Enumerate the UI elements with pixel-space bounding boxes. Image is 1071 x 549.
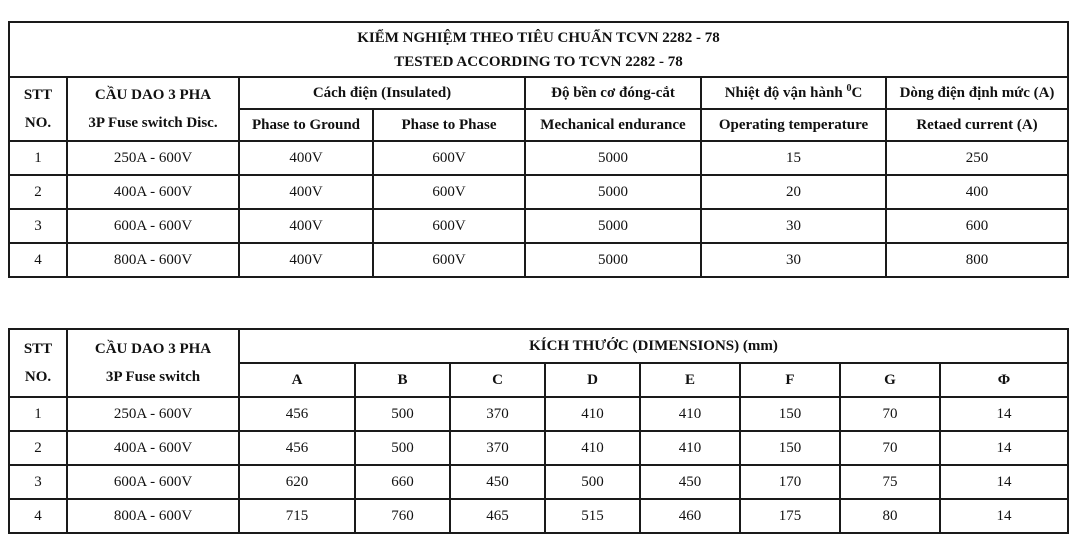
temperature-label: Nhiệt độ vận hành — [724, 84, 847, 101]
temperature-header-en: Operating temperature — [701, 109, 886, 141]
row-no: 1 — [9, 397, 67, 431]
stt-label-vi: STT — [23, 341, 53, 357]
stt-label-vi: STT — [23, 87, 53, 103]
dim-value: 150 — [740, 431, 840, 465]
dim-value: 620 — [239, 465, 355, 499]
row-phase-ground: 400V — [239, 141, 373, 175]
dim-value: 175 — [740, 499, 840, 533]
row-model: 800A - 600V — [67, 499, 239, 533]
row-model: 600A - 600V — [67, 209, 239, 243]
dim-col-header: A — [239, 363, 355, 397]
temperature-header-vi — [701, 77, 886, 109]
row-no: 2 — [9, 431, 67, 465]
row-phase-ground: 400V — [239, 175, 373, 209]
table-row — [9, 465, 1068, 499]
dim-value: 14 — [940, 431, 1068, 465]
row-temperature: 30 — [701, 209, 886, 243]
test-standard-table — [8, 21, 1069, 278]
row-model: 250A - 600V — [67, 397, 239, 431]
mechanical-header-en: Mechanical endurance — [525, 109, 701, 141]
dim-value: 75 — [840, 465, 940, 499]
stt-label-en: NO. — [24, 115, 52, 131]
row-phase-phase: 600V — [373, 141, 525, 175]
row-model: 800A - 600V — [67, 243, 239, 277]
row-mechanical: 5000 — [525, 141, 701, 175]
dim-value: 456 — [239, 431, 355, 465]
dim-value: 370 — [450, 397, 545, 431]
row-phase-ground: 400V — [239, 243, 373, 277]
current-header-en: Retaed current (A) — [886, 109, 1068, 141]
dim-value: 410 — [545, 397, 640, 431]
dim-col-header: Φ — [940, 363, 1068, 397]
dim-value: 515 — [545, 499, 640, 533]
dim-value: 456 — [239, 397, 355, 431]
dim-value: 410 — [545, 431, 640, 465]
row-model: 400A - 600V — [67, 431, 239, 465]
row-no: 2 — [9, 175, 67, 209]
row-no: 1 — [9, 141, 67, 175]
switch-header — [67, 77, 239, 141]
row-phase-phase: 600V — [373, 209, 525, 243]
dim-col-header: F — [740, 363, 840, 397]
dim-value: 760 — [355, 499, 450, 533]
dim-value: 410 — [640, 397, 740, 431]
row-no: 3 — [9, 465, 67, 499]
dim-value: 660 — [355, 465, 450, 499]
temperature-unit: C — [851, 84, 863, 101]
title-vietnamese: KIỂM NGHIỆM THEO TIÊU CHUẨN TCVN 2282 - 78 — [357, 29, 720, 46]
row-temperature: 20 — [701, 175, 886, 209]
dim-value: 170 — [740, 465, 840, 499]
row-phase-ground: 400V — [239, 209, 373, 243]
row-mechanical: 5000 — [525, 175, 701, 209]
dim-value: 500 — [545, 465, 640, 499]
dim-value: 70 — [840, 397, 940, 431]
row-no: 4 — [9, 499, 67, 533]
stt-header — [9, 329, 67, 397]
table-row — [9, 397, 1068, 431]
dimensions-table — [8, 328, 1069, 534]
dim-value: 14 — [940, 499, 1068, 533]
dim-col-header: B — [355, 363, 450, 397]
switch-label-vi: CẦU DAO 3 PHA — [94, 87, 212, 103]
row-model: 400A - 600V — [67, 175, 239, 209]
switch-label-en: 3P Fuse switch Disc. — [88, 115, 218, 131]
row-model: 250A - 600V — [67, 141, 239, 175]
dim-value: 500 — [355, 397, 450, 431]
row-temperature: 15 — [701, 141, 886, 175]
insulated-header: Cách điện (Insulated) — [239, 77, 525, 109]
row-no: 4 — [9, 243, 67, 277]
dimensions-header — [239, 329, 1068, 363]
test-table-title — [9, 22, 1068, 77]
row-current: 800 — [886, 243, 1068, 277]
row-current: 400 — [886, 175, 1068, 209]
dim-value: 500 — [355, 431, 450, 465]
stt-header — [9, 77, 67, 141]
table-row — [9, 141, 1068, 175]
switch-label-en: 3P Fuse switch — [105, 369, 201, 385]
dim-value: 370 — [450, 431, 545, 465]
table-row — [9, 175, 1068, 209]
dim-value: 450 — [450, 465, 545, 499]
degree-sup: 0 — [846, 82, 852, 94]
phase-phase-header: Phase to Phase — [373, 109, 525, 141]
row-mechanical: 5000 — [525, 243, 701, 277]
row-no: 3 — [9, 209, 67, 243]
table-row — [9, 499, 1068, 533]
dim-col-header: E — [640, 363, 740, 397]
dim-value: 465 — [450, 499, 545, 533]
dim-value: 80 — [840, 499, 940, 533]
dim-col-header: D — [545, 363, 640, 397]
dim-value: 410 — [640, 431, 740, 465]
switch-label-vi: CẦU DAO 3 PHA — [94, 341, 212, 357]
dim-col-header: G — [840, 363, 940, 397]
mechanical-header-vi: Độ bền cơ đóng-cắt — [525, 77, 701, 109]
dimensions-unit: (mm) — [739, 337, 778, 354]
row-mechanical: 5000 — [525, 209, 701, 243]
dim-value: 460 — [640, 499, 740, 533]
stt-label-en: NO. — [24, 369, 52, 385]
dim-value: 14 — [940, 465, 1068, 499]
row-model: 600A - 600V — [67, 465, 239, 499]
table-row — [9, 431, 1068, 465]
table-row — [9, 243, 1068, 277]
dim-value: 150 — [740, 397, 840, 431]
switch-header — [67, 329, 239, 397]
dim-col-header: C — [450, 363, 545, 397]
row-current: 600 — [886, 209, 1068, 243]
title-english: TESTED ACCORDING TO TCVN 2282 - 78 — [394, 53, 683, 70]
row-phase-phase: 600V — [373, 243, 525, 277]
dim-value: 14 — [940, 397, 1068, 431]
current-header-vi: Dòng điện định mức (A) — [886, 77, 1068, 109]
row-temperature: 30 — [701, 243, 886, 277]
dimensions-title: KÍCH THƯỚC (DIMENSIONS) — [529, 337, 740, 354]
dim-value: 70 — [840, 431, 940, 465]
dim-value: 715 — [239, 499, 355, 533]
phase-ground-header: Phase to Ground — [239, 109, 373, 141]
row-current: 250 — [886, 141, 1068, 175]
row-phase-phase: 600V — [373, 175, 525, 209]
table-row — [9, 209, 1068, 243]
dim-value: 450 — [640, 465, 740, 499]
